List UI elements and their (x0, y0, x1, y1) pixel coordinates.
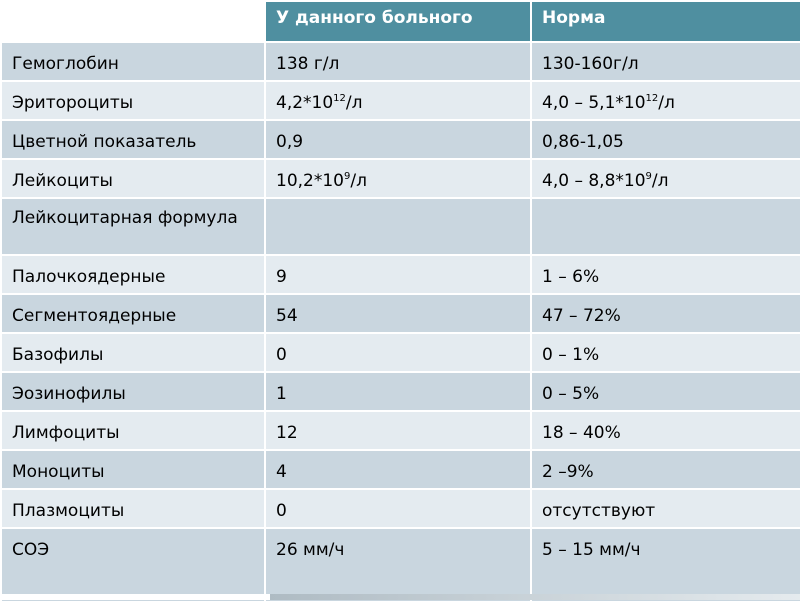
row-name-cell: Базофилы (1, 333, 265, 372)
value-base: 4,0 – 8,8*10 (542, 171, 646, 191)
header-row (1, 1, 800, 42)
table-row (1, 198, 800, 255)
row-name-cell: Плазмоциты (1, 489, 265, 528)
value-exponent: 12 (645, 93, 659, 104)
value-base: 10,2*10 (276, 171, 344, 191)
header-patient: У данного больного (265, 1, 531, 42)
table-row (1, 450, 800, 489)
row-patient-cell: 54 (265, 294, 531, 333)
row-name-cell: Лимфоциты (1, 411, 265, 450)
row-norm-cell: 1 – 6% (531, 255, 800, 294)
value-unit: /л (345, 93, 363, 113)
row-patient-cell: 0 (265, 333, 531, 372)
row-norm-cell: 2 –9% (531, 450, 800, 489)
row-name-cell: Лейкоцитарная формула (1, 198, 265, 255)
value-unit: /л (350, 171, 367, 191)
row-norm-cell: 0 – 5% (531, 372, 800, 411)
row-name-cell: Палочкоядерные (1, 255, 265, 294)
header-empty-cell (1, 1, 265, 42)
row-name-cell: Гемоглобин (1, 42, 265, 81)
value-unit: /л (658, 93, 675, 113)
row-patient-cell: 26 мм/ч (265, 528, 531, 602)
header-norm: Норма (531, 1, 800, 42)
table-row (1, 294, 800, 333)
row-patient-cell (265, 198, 531, 255)
table-row (1, 528, 800, 602)
row-name-cell: Эозинофилы (1, 372, 265, 411)
row-patient-cell (265, 81, 531, 120)
table-row (1, 120, 800, 159)
table-row (1, 333, 800, 372)
row-norm-cell: 130-160г/л (531, 42, 800, 81)
value-exponent: 9 (645, 171, 652, 182)
row-patient-cell: 4 (265, 450, 531, 489)
value-base: 4,0 – 5,1*10 (542, 93, 646, 113)
value-unit: /л (651, 171, 669, 191)
table-row (1, 81, 800, 120)
row-norm-cell (531, 159, 800, 198)
row-patient-cell: 0,9 (265, 120, 531, 159)
row-patient-cell: 138 г/л (265, 42, 531, 81)
table-row (1, 159, 800, 198)
row-name-cell: Лейкоциты (1, 159, 265, 198)
table-row (1, 489, 800, 528)
row-patient-cell (265, 159, 531, 198)
value-exponent: 9 (343, 171, 351, 182)
row-patient-cell: 1 (265, 372, 531, 411)
row-norm-cell: отсутствуют (531, 489, 800, 528)
row-norm-cell: 0,86-1,05 (531, 120, 800, 159)
row-name-cell: Сегментоядерные (1, 294, 265, 333)
row-norm-cell: 47 – 72% (531, 294, 800, 333)
row-patient-cell: 12 (265, 411, 531, 450)
row-norm-cell: 0 – 1% (531, 333, 800, 372)
value-base: 4,2*10 (276, 93, 334, 113)
row-patient-cell: 0 (265, 489, 531, 528)
row-name-cell: Цветной показатель (1, 120, 265, 159)
table-row (1, 255, 800, 294)
row-patient-cell: 9 (265, 255, 531, 294)
row-name-cell: Эритороциты (1, 81, 265, 120)
table-row (1, 372, 800, 411)
value-exponent: 12 (333, 93, 346, 104)
row-name-cell: Моноциты (1, 450, 265, 489)
row-norm-cell (531, 198, 800, 255)
table-row (1, 411, 800, 450)
row-norm-cell (531, 81, 800, 120)
table-row (1, 42, 800, 81)
row-name-cell: СОЭ (1, 528, 265, 602)
row-norm-cell: 18 – 40% (531, 411, 800, 450)
bottom-shadow (270, 594, 800, 600)
row-norm-cell: 5 – 15 мм/ч (531, 528, 800, 602)
